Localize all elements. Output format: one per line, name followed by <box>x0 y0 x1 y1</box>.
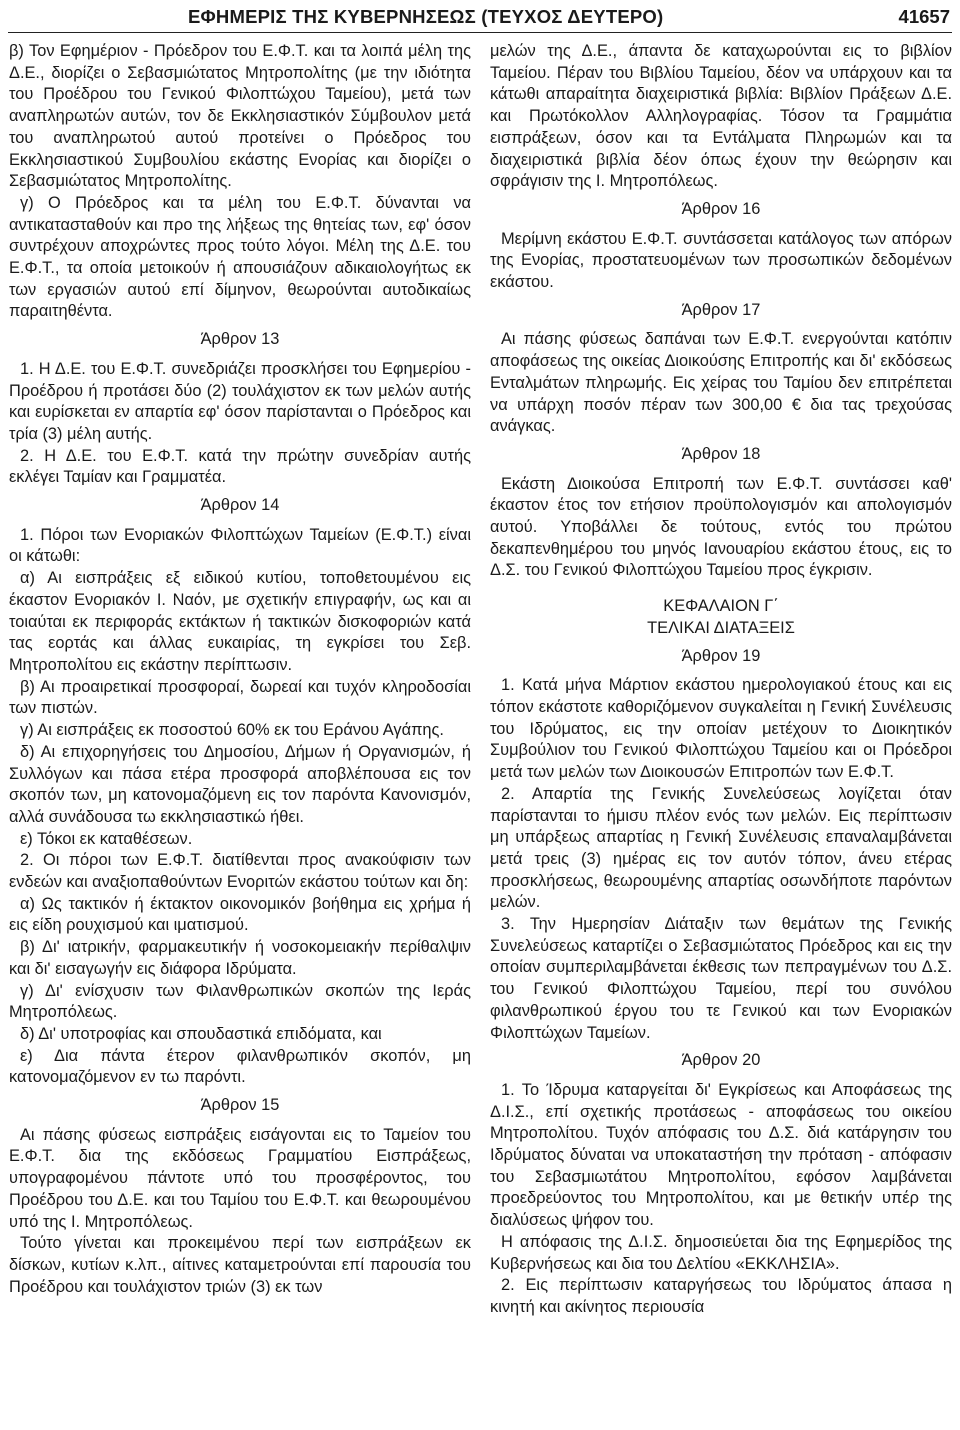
article-heading-14: Άρθρον 14 <box>200 496 280 515</box>
paragraph: ε) Δια πάντα έτερον φιλανθρωπικόν σκοπόν, μη κατονομαζόμενον εν τω παρόντι. <box>9 1046 471 1087</box>
paragraph: 1. Κατά μήνα Μάρτιον εκάστου ημερολογιακού έτους και εις τόπον εκάστοτε καθοριζόμενον συγκαλείται η Γενική Συνέλευσις του Ιδρύματος, εις την οποίαν μετέχουν το Διοικητικόν Συμβούλιον του Γενικού Φιλοπτώχου Ταμείου και οι Πρόεδροι μετά των μελών των Διοικουσών Επιτροπών των Ε.Φ.Τ. <box>490 676 952 782</box>
paragraph: α) Ως τακτικόν ή έκτακτον οικονομικόν βοήθημα εις χρήμα ή εις είδη ρουχισμού και ιματισμού. <box>9 894 471 935</box>
chapter-title: ΤΕΛΙΚΑΙ ΔΙΑΤΑΞΕΙΣ <box>647 618 795 637</box>
paragraph: 2. Απαρτία της Γενικής Συνελεύσεως λογίζεται όταν παρίστανται το ήμισυ πλέον ενός των μελών. Εις περίπτωσιν μη υπάρξεως απαρτίας η Γενική Συνέλευσις επαναλαμβάνεται μετά τρεις (3) ημέρας εις τον αυτόν τόπον, άνευ ετέρας προσκλήσεως, θεωρουμένης απαρτίας οσωνδήποτε παρόντων μελών. <box>490 784 952 912</box>
left-column <box>9 41 471 1298</box>
paragraph: 1. Το Ίδρυμα καταργείται δι' Εγκρίσεως και Αποφάσεως της Δ.Ι.Σ., επί σχετικής προτάσεως - αποφάσεως του οικείου Μητροπολίτου. Τυχόν απόφασις του Δ.Σ. διά κατάργησιν του Ιδρύματος δύναται να υποκαταστήση την πρόταση - απόφασιν του Σεβασμιωτάτου Μητροπολίτου, εφόσον λαμβάνεται προεδρεύοντος του Μητροπολίτου, και με θετικήν υπέρ της διαλύσεως ψήφον του. <box>490 1080 952 1230</box>
page-header <box>0 0 960 40</box>
page-number: 41657 <box>898 6 950 27</box>
right-column <box>490 41 952 1319</box>
header-rule <box>8 32 952 33</box>
spacer <box>490 582 952 596</box>
paragraph: Αι πάσης φύσεως εισπράξεις εισάγονται εις το Ταμείον του Ε.Φ.Τ. δια της εκδόσεως Γραμματίου Εισπράξεως, υπογραφομένου πάντοτε υπό του προσφέροντος, του Προέδρου του Δ.Ε. και του Ταμίου του Ε.Φ.Τ. και θεωρουμένου υπό της Ι. Μητροπόλεως. <box>9 1125 471 1231</box>
paragraph: 2. Οι πόροι των Ε.Φ.Τ. διατίθενται προς ανακούφισιν των ενδεών και αναξιοπαθούντων Ενοριτών εκάστου τούτων και δη: <box>9 851 471 892</box>
paragraph: γ) Ο Πρόεδρος και τα μέλη του Ε.Φ.Τ. δύνανται να αντικατασταθούν και προ της λήξεως της θητείας των, εφ' όσον συντρέχουν αποχρώντες προς τούτο λόγοι. Μέλη της Δ.Ε. του Ε.Φ.Τ., τα οποία μετοικούν ή απουσιάζουν αδικαιολογήτως εκ των εργασιών αυτού επί δίμηνον, θεωρούνται αυτοδικαίως παραιτηθέντα. <box>9 193 471 321</box>
paragraph: δ) Δι' υποτροφίας και σπουδαστικά επιδόματα, και <box>20 1024 382 1043</box>
paragraph: ε) Τόκοι εκ καταθέσεων. <box>20 829 193 848</box>
article-heading-19: Άρθρον 19 <box>681 646 761 665</box>
paragraph: β) Αι προαιρετικαί προσφοραί, δωρεαί και τυχόν κληροδοσίαι των πιστών. <box>9 677 471 718</box>
paragraph: Εκάστη Διοικούσα Επιτροπή των Ε.Φ.Τ. συντάσσει καθ' έκαστον έτος τον ετήσιον προϋπολογισμόν και απολογισμόν αυτού. Υποβάλλει δε τούτους, εντός του πρώτου δεκαπενθημέρου του μηνός Ιανουαρίου εκάστου έτους, εις το Δ.Σ. του Γενικού Φιλοπτώχου Ταμείου προς έγκρισιν. <box>490 474 952 580</box>
paragraph: 3. Την Ημερησίαν Διάταξιν των θεμάτων της Γενικής Συνελεύσεως καταρτίζει ο Σεβασμιώτατος Πρόεδρος και εις την οποίαν συμπεριλαμβάνεται έκθεσις των πεπραγμένων του Δ.Σ. του Γενικού Φιλοπτώχου Ταμείου, περί του συνόλου φιλανθρωπικού έργου του τε Γενικού και των Ενοριακών Φιλοπτώχων Ταμείων. <box>490 915 952 1042</box>
paragraph: Τούτο γίνεται και προκειμένου περί των εισπράξεων εκ δίσκων, κυτίων κ.λπ., αίτινες καταμετρούνται επί παρουσία του Προέδρου και τουλάχιστον τριών (3) εκ των <box>9 1234 471 1296</box>
paragraph: γ) Δι' ενίσχυσιν των Φιλανθρωπικών σκοπών της Ιεράς Μητροπόλεως. <box>9 981 471 1022</box>
paragraph: β) Δι' ιατρικήν, φαρμακευτικήν ή νοσοκομειακήν περίθαλψιν και δι' εισαγωγήν εις διάφορα Ιδρύματα. <box>9 938 471 978</box>
gazette-title: ΕΦΗΜΕΡΙΣ ΤΗΣ ΚΥΒΕΡΝΗΣΕΩΣ (ΤΕΥΧΟΣ ΔΕΥΤΕΡΟ) <box>188 6 664 27</box>
paragraph: 2. Η Δ.Ε. του Ε.Φ.Τ. κατά την πρώτην συνεδρίαν αυτής εκλέγει Ταμίαν και Γραμματέα. <box>9 446 471 487</box>
paragraph: μελών της Δ.Ε., άπαντα δε καταχωρούνται εις το βιβλίον Ταμείου. Πέραν του Βιβλίου Ταμείου, δέον να υπάρχουν και τα κάτωθι απαραίτητα διαχειριστικά βιβλία: Βιβλίον Πράξεων Δ.Ε. και Πρωτόκολλον Αλληλογραφίας. Τόσον τα Γραμμάτια εισπράξεων, όσον και τα Εντάλματα Πληρωμών και τα διαχειριστικά βιβλία δέον όπως έχουν την θεώρησιν και σφράγισιν της Ι. Μητροπόλεως. <box>490 42 952 191</box>
article-heading-16: Άρθρον 16 <box>681 199 761 218</box>
article-heading-18: Άρθρον 18 <box>681 444 761 463</box>
paragraph: 1. Η Δ.Ε. του Ε.Φ.Τ. συνεδριάζει προσκλήσει του Εφημερίου - Προέδρου ή προτάσει δύο (2) τουλάχιστον εκ των μελών αυτής και ευρίσκεται εν απαρτία εφ' όσον παρίστανται ο Πρόεδρος και τρία (3) μέλη αυτής. <box>9 359 471 443</box>
chapter-heading: ΚΕΦΑΛΑΙΟΝ Γ΄ <box>663 597 779 616</box>
paragraph: 1. Πόροι των Ενοριακών Φιλοπτώχων Ταμείων (Ε.Φ.Τ.) είναι οι κάτωθι: <box>9 525 471 566</box>
paragraph: Μερίμνη εκάστου Ε.Φ.Τ. συντάσσεται κατάλογος των απόρων της Ενορίας, προστατευομένων των προσωπικών δεδομένων εκάστου. <box>490 229 952 292</box>
paragraph: γ) Αι εισπράξεις εκ ποσοστού 60% εκ του Εράνου Αγάπης. <box>20 721 444 740</box>
paragraph: α) Αι εισπράξεις εξ ειδικού κυτίου, τοποθετουμένου εις έκαστον Ενοριακόν Ι. Ναόν, με σχετικήν επιγραφήν, ως και αι τοιαύται εκ περιφοράς εκτάκτων ή τακτικών δισκοφοριών κατά τας εορτάς και άλλας ευκαιρίας, τη εγκρίσει του Σεβ. Μητροπολίτου εις εκάστην περίπτωσιν. <box>9 569 471 674</box>
article-heading-13: Άρθρον 13 <box>200 330 280 349</box>
article-heading-20: Άρθρον 20 <box>681 1051 761 1070</box>
paragraph: 2. Εις περίπτωσιν καταργήσεως του Ιδρύματος άπασα η κινητή και ακίνητος περιουσία <box>490 1276 952 1316</box>
article-heading-17: Άρθρον 17 <box>681 300 761 319</box>
paragraph: Αι πάσης φύσεως δαπάναι των Ε.Φ.Τ. ενεργούνται κατόπιν αποφάσεως της οικείας Διοικούσης Επιτροπής και δι' εκδόσεως Ενταλμάτων πληρωμής. Εις χείρας του Ταμίου δεν επιτρέπεται να υπάρχη ποσόν πέραν των 300,00 € δια τας τρεχούσας ανάγκας. <box>490 330 952 436</box>
paragraph: Η απόφασις της Δ.Ι.Σ. δημοσιεύεται δια της Εφημερίδος της Κυβερνήσεως και δια του Δελτίου «ΕΚΚΛΗΣΙΑ». <box>490 1232 952 1273</box>
paragraph: δ) Αι επιχορηγήσεις του Δημοσίου, Δήμων ή Οργανισμών, ή Συλλόγων και πάσα ετέρα προσφορά αποβλέπουσα εις τον σκοπόν των, μη κατονομαζόμενη εις τον παρόντα Κανονισμόν, αλλά συνάδουσα τω εκκλησιαστικώ ήθει. <box>9 742 471 826</box>
paragraph: β) Τον Εφημέριον - Πρόεδρον του Ε.Φ.Τ. και τα λοιπά μέλη της Δ.Ε., διορίζει ο Σεβασμιώτατος Μητροπολίτης (με την ιδιότητα του Προέδρου του Γενικού Φιλοπτώχου Ταμείου), μετά των αναπληρωτών αυτών, τον δε Εκκλησιαστικόν Σύμβουλον μετά του αναπληρωτού αυτού προτείνει ο Πρόεδρος του Εκκλησιαστικού Συμβουλίου εκάστης Ενορίας και διορίζει ο Σεβασμιώτατος Μητροπολίτης. <box>9 42 471 191</box>
article-heading-15: Άρθρον 15 <box>200 1096 280 1115</box>
